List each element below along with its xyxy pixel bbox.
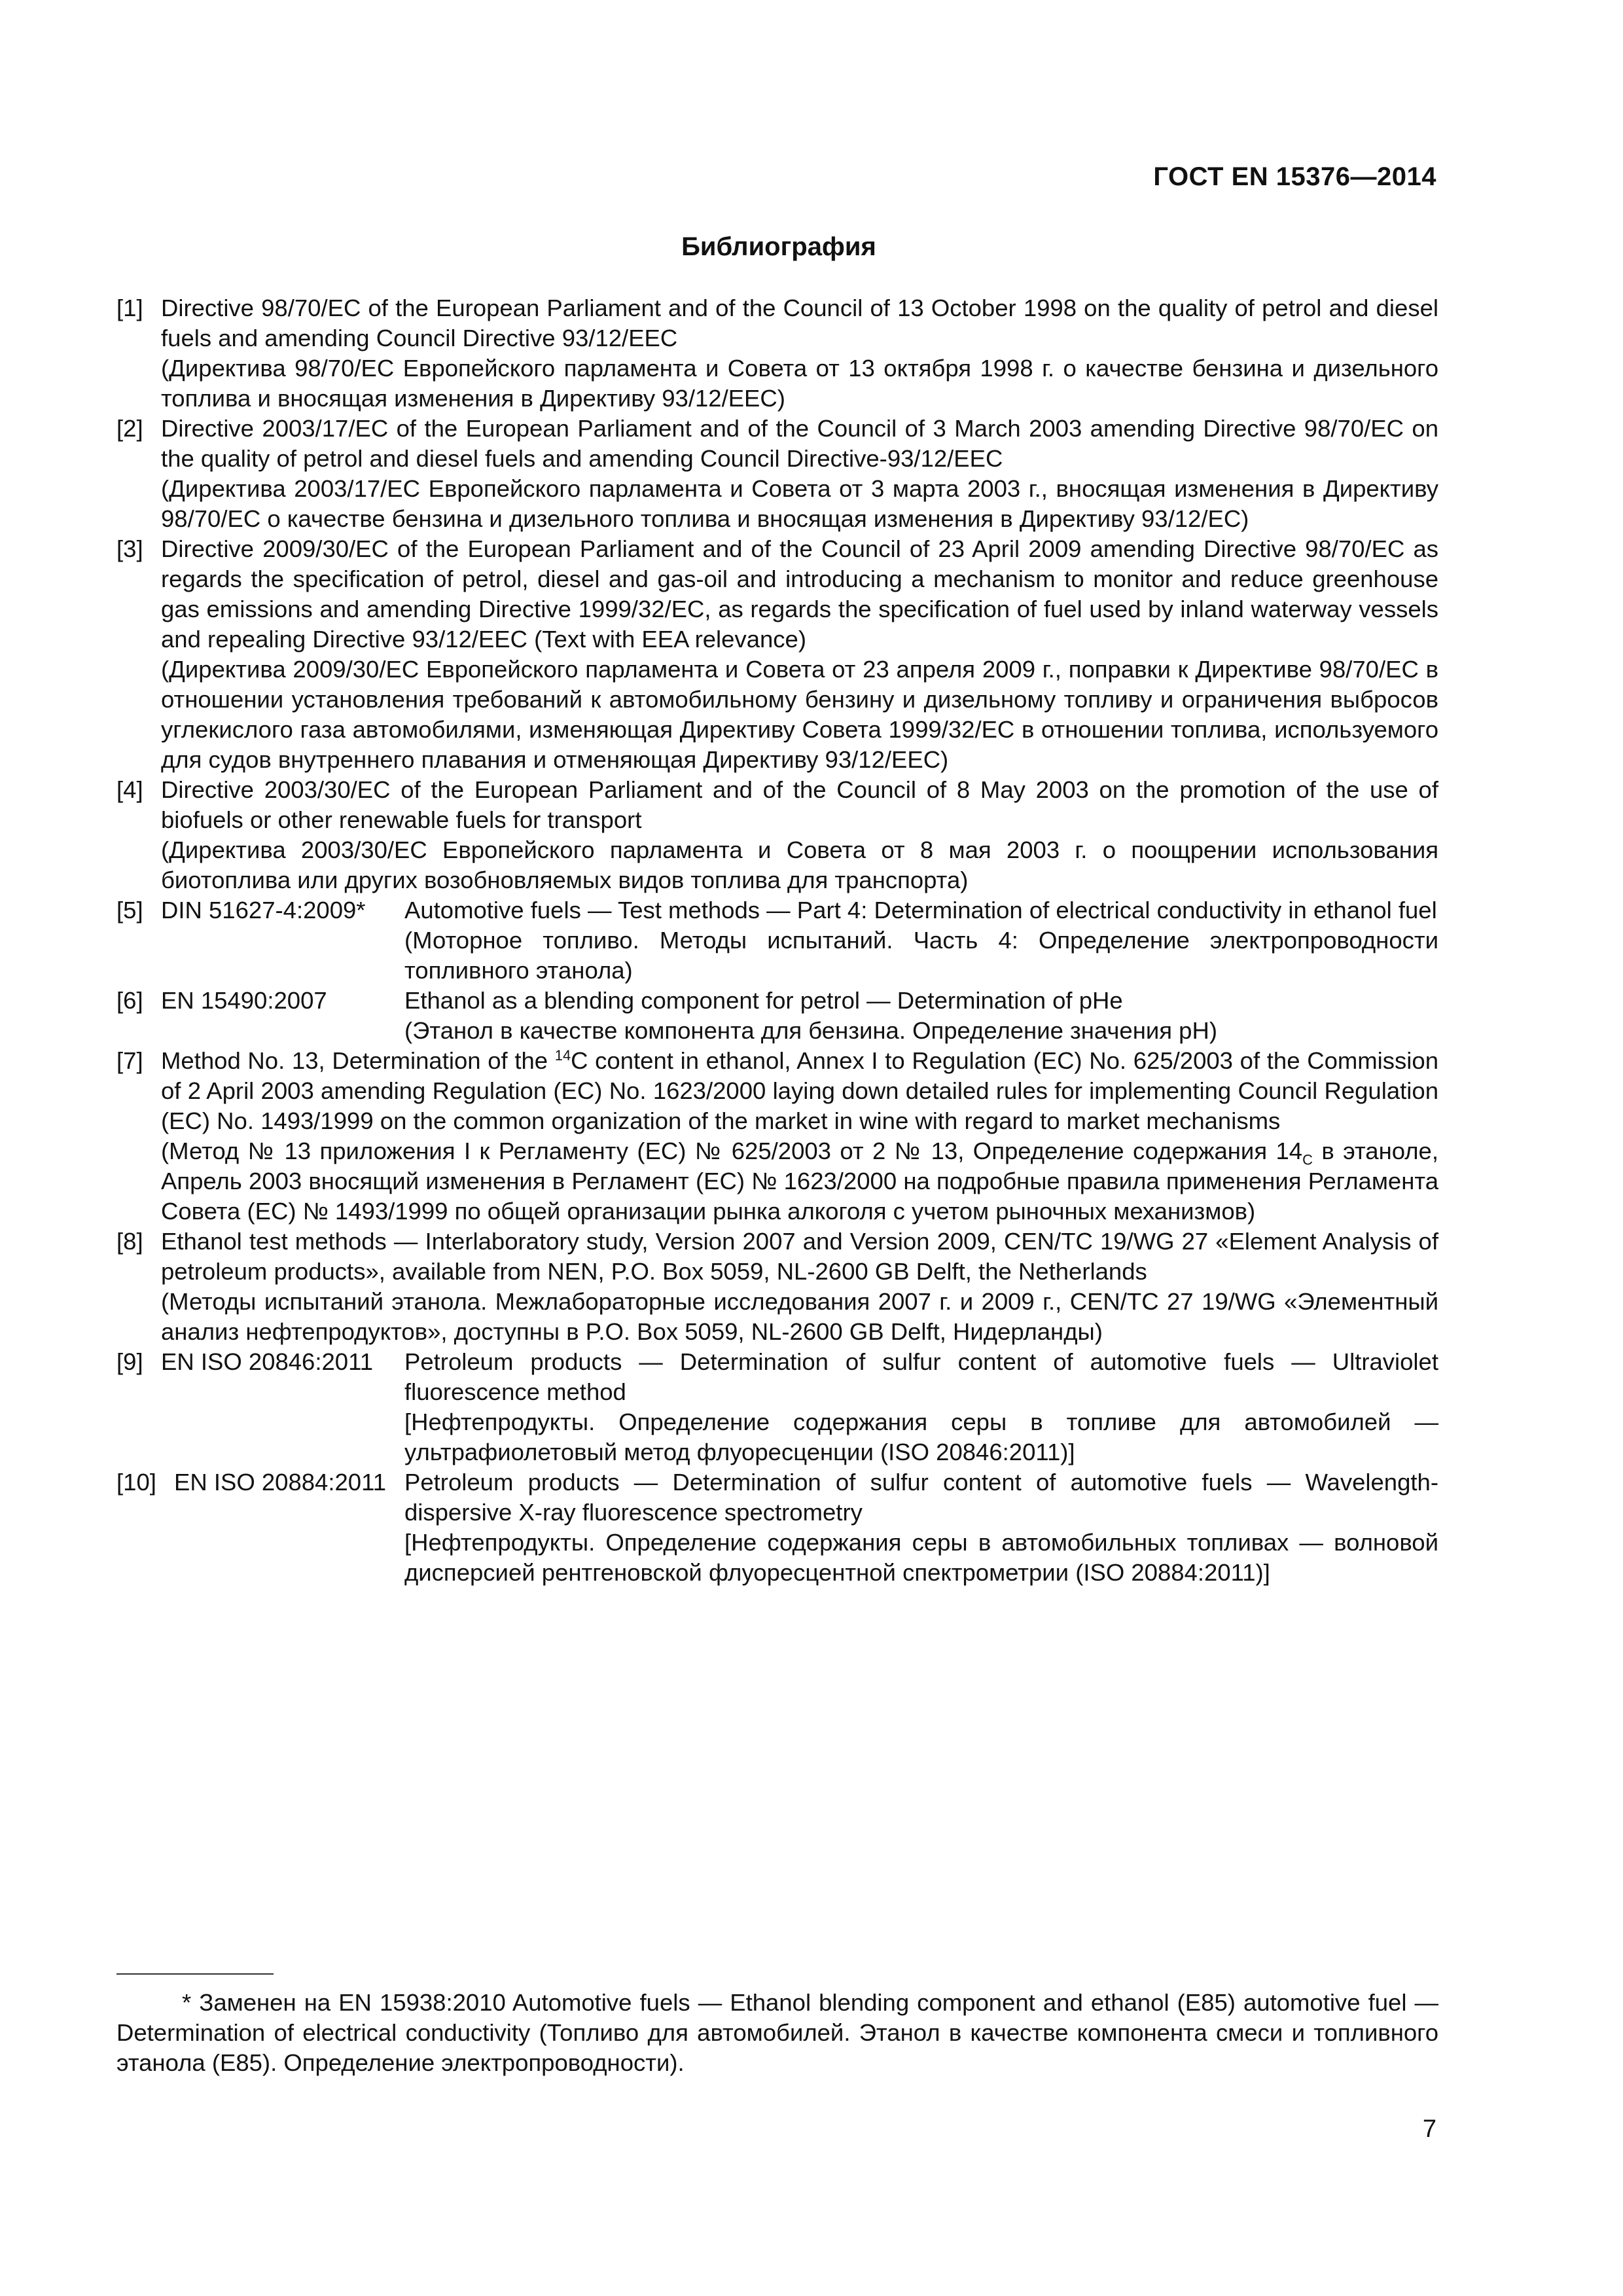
entry-russian-text: (Этанол в качестве компонента для бензина. Определение значения pH) bbox=[404, 1017, 1217, 1044]
entry-number: [10] bbox=[116, 1469, 156, 1496]
bibliography-entry bbox=[116, 895, 1438, 986]
bibliography-entry bbox=[116, 1046, 1438, 1227]
entry-number: [6] bbox=[116, 987, 143, 1014]
entry-russian-text: (Директива 2003/30/EC Европейского парламента и Совета от 8 мая 2003 г. о поощрении использования биотоплива или других возобновляемых видов топлива для транспорта) bbox=[161, 836, 1438, 893]
entry-text-part: в этаноле, Апрель 2003 вносящий изменения в Регламент (ЕС) № 1623/2000 на подробные правила применения Регламента Совета (ЕС) № 1493/1999 по общей организации рынка алкоголя с учетом рыночных механизмов) bbox=[161, 1138, 1438, 1225]
entry-standard-reference: EN ISO 20884:2011 bbox=[174, 1469, 386, 1496]
entry-russian-text: (Методы испытаний этанола. Межлабораторные исследования 2007 г. и 2009 г., CEN/TC 27 19/WG «Элементный анализ нефтепродуктов», доступны в P.O. Box 5059, NL-2600 GB Delft, Нидерланды) bbox=[161, 1288, 1438, 1345]
bibliography-entry bbox=[116, 1467, 1438, 1588]
entry-number: [9] bbox=[116, 1348, 143, 1375]
entry-russian-text: (Директива 98/70/EC Европейского парламента и Совета от 13 октября 1998 г. о качестве бензина и дизельного топлива и вносящая изменения в Директиву 93/12/EEC) bbox=[161, 355, 1438, 412]
entry-russian-text: (Моторное топливо. Методы испытаний. Часть 4: Определение электропроводности топливного этанола) bbox=[404, 927, 1438, 984]
footnote-separator bbox=[116, 1973, 274, 1975]
isotope-subscript: C bbox=[1302, 1151, 1313, 1168]
entry-standard-reference: EN ISO 20846:2011 bbox=[161, 1348, 373, 1375]
footnote bbox=[116, 1988, 1438, 2078]
entry-russian-text: (Директива 2009/30/EC Европейского парламента и Совета от 23 апреля 2009 г., поправки к Директиве 98/70/EC в отношении установления требований к автомобильному бензину и дизельному топливу и ограничения выбросов углекислого газа автомобилями, изменяющая Директиву Совета 1999/32/EC в отношении топлива, используемого для судов внутреннего плавания и отменяющая Директиву 93/12/EEC) bbox=[161, 656, 1438, 773]
entry-standard-reference: DIN 51627-4:2009* bbox=[161, 897, 366, 924]
entry-english-text: Petroleum products — Determination of sulfur content of automotive fuels — Ultraviolet fluorescence method bbox=[404, 1348, 1438, 1405]
entry-russian-text: [Нефтепродукты. Определение содержания серы в автомобильных топливах — волновой дисперсией рентгеновской флуоресцентной спектрометрии (ISO 20884:2011)] bbox=[404, 1529, 1438, 1586]
document-code: ГОСТ EN 15376—2014 bbox=[1153, 162, 1436, 191]
page-title: Библиография bbox=[681, 232, 876, 261]
bibliography-list bbox=[116, 293, 1438, 1588]
entry-number: [1] bbox=[116, 295, 143, 321]
footnote-text: * Заменен на EN 15938:2010 Automotive fuels — Ethanol blending component and ethanol (E85) automotive fuel — Determination of electrical conductivity (Топливо для автомобилей. Этанол в качестве компонента смеси и топливного этанола (E85). Определение электропроводности). bbox=[116, 1989, 1438, 2076]
entry-english-text: Directive 2003/30/EC of the European Parliament and of the Council of 8 May 2003 on the promotion of the use of biofuels or other renewable fuels for transport bbox=[161, 776, 1438, 833]
bibliography-entry bbox=[116, 775, 1438, 895]
entry-english-text: Automotive fuels — Test methods — Part 4: Determination of electrical conductivity in ethanol fuel bbox=[404, 897, 1437, 924]
entry-english-text: Petroleum products — Determination of sulfur content of automotive fuels — Wavelength-dispersive X-ray fluorescence spectrometry bbox=[404, 1469, 1438, 1526]
bibliography-entry bbox=[116, 293, 1438, 414]
bibliography-entry bbox=[116, 1227, 1438, 1347]
bibliography-entry bbox=[116, 414, 1438, 534]
entry-english-text: Ethanol test methods — Interlaboratory study, Version 2007 and Version 2009, CEN/TC 19/WG 27 «Element Analysis of petroleum products», available from NEN, P.O. Box 5059, NL-2600 GB Delft, the Netherlands bbox=[161, 1228, 1438, 1285]
bibliography-entry bbox=[116, 1347, 1438, 1467]
entry-russian-text: [Нефтепродукты. Определение содержания серы в топливе для автомобилей — ультрафиолетовый метод флуоресценции (ISO 20846:2011)] bbox=[404, 1408, 1438, 1465]
isotope-superscript: 14 bbox=[554, 1047, 571, 1064]
entry-standard-reference: EN 15490:2007 bbox=[161, 987, 327, 1014]
entry-english-text: Ethanol as a blending component for petrol — Determination of pHe bbox=[404, 987, 1123, 1014]
entry-number: [8] bbox=[116, 1228, 143, 1255]
entry-number: [7] bbox=[116, 1047, 143, 1074]
bibliography-entry bbox=[116, 534, 1438, 775]
entry-russian-text: (Директива 2003/17/EC Европейского парламента и Совета от 3 марта 2003 г., вносящая изменения в Директиву 98/70/EC о качестве бензина и дизельного топлива и вносящая изменения в Директиву 93/12/EC) bbox=[161, 475, 1438, 532]
entry-english-text: Directive 2009/30/EC of the European Parliament and of the Council of 23 April 2009 amending Directive 98/70/EC as regards the specification of petrol, diesel and gas-oil and introducing a mechanism to monitor and reduce greenhouse gas emissions and amending Directive 1999/32/EC, as regards the specification of fuel used by inland waterway vessels and repealing Directive 93/12/EEC (Text with EEA relevance) bbox=[161, 535, 1438, 653]
entry-text-part: Method No. 13, Determination of the bbox=[161, 1047, 555, 1074]
entry-text-part: (Метод № 13 приложения I к Регламенту (ЕС) № 625/2003 от 2 № 13, Определение содержания 14 bbox=[161, 1138, 1303, 1164]
entry-number: [5] bbox=[116, 897, 143, 924]
entry-number: [2] bbox=[116, 415, 143, 442]
bibliography-entry bbox=[116, 986, 1438, 1046]
entry-text-part: C content in ethanol, Annex I to Regulation (EC) No. 625/2003 of the Commission of 2 April 2003 amending Regulation (EC) No. 1623/2000 laying down detailed rules for implementing Council Regulation (EC) No. 1493/1999 on the common organization of the market in wine with regard to market mechanisms bbox=[161, 1047, 1438, 1134]
entry-number: [4] bbox=[116, 776, 143, 803]
entry-english-text: Directive 2003/17/EC of the European Parliament and of the Council of 3 March 2003 amending Directive 98/70/EC on the quality of petrol and diesel fuels and amending Council Directive-93/12/EEC bbox=[161, 415, 1438, 472]
entry-russian-text bbox=[161, 1136, 1438, 1227]
entry-number: [3] bbox=[116, 535, 143, 562]
page-number: 7 bbox=[1422, 2115, 1436, 2143]
entry-english-text bbox=[161, 1046, 1438, 1136]
entry-english-text: Directive 98/70/EC of the European Parliament and of the Council of 13 October 1998 on the quality of petrol and diesel fuels and amending Council Directive 93/12/EEC bbox=[161, 295, 1438, 351]
